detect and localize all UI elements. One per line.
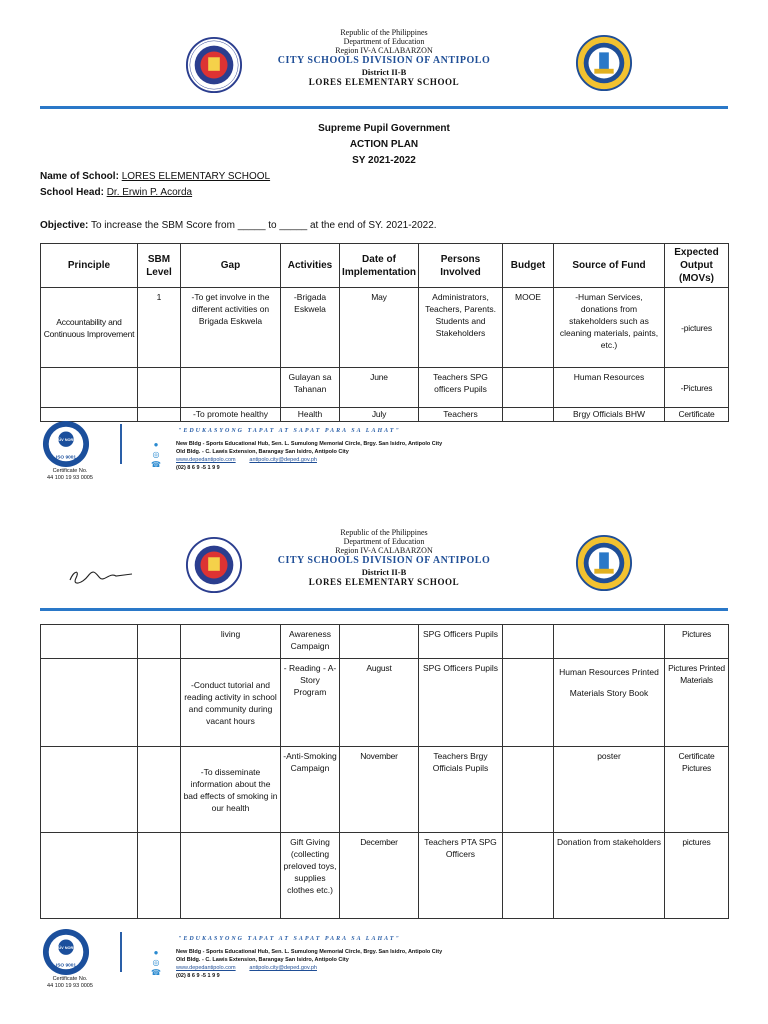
- tuv-label: TÜV NORD: [56, 438, 76, 443]
- cell-sbm-level: [138, 368, 181, 408]
- tuv-certification-logo: [42, 420, 90, 468]
- cell-gap: -To disseminate information about the bad effects of smoking in our health: [181, 747, 281, 833]
- cell-principle: [41, 625, 138, 659]
- header-source-fund: Source of Fund: [554, 244, 665, 288]
- email-link[interactable]: antipolo.city@deped.gov.ph: [249, 965, 317, 971]
- cell-source: -Human Services, donations from stakeholders such as cleaning materials, paints, etc.): [554, 288, 665, 368]
- head-value: Dr. Erwin P. Acorda: [106, 187, 193, 198]
- table-row: [41, 288, 729, 368]
- header-department: Department of Education: [343, 537, 425, 546]
- cell-date: November: [340, 747, 419, 833]
- page-1: [0, 0, 768, 500]
- cell-gap: [181, 833, 281, 919]
- school-value: LORES ELEMENTARY SCHOOL: [121, 171, 271, 182]
- cell-gap: living: [181, 625, 281, 659]
- cell-budget: MOOE: [503, 288, 554, 368]
- cell-source: Human Resources: [554, 368, 665, 408]
- cell-budget: [503, 747, 554, 833]
- footer-icons: [150, 440, 162, 470]
- header-school: LORES ELEMENTARY SCHOOL: [308, 77, 460, 87]
- header-division: CITY SCHOOLS DIVISION OF ANTIPOLO: [277, 555, 491, 566]
- header-expected-output: Expected Output (MOVs): [665, 244, 729, 288]
- cell-activity: Gulayan sa Tahanan: [281, 368, 340, 408]
- cell-principle: [41, 659, 138, 747]
- header-budget: Budget: [503, 244, 554, 288]
- cell-gap: [181, 368, 281, 408]
- footer-address: [176, 440, 442, 472]
- cell-persons: Teachers: [419, 408, 503, 422]
- website-link[interactable]: www.depedantipolo.com: [176, 457, 236, 463]
- cell-persons: SPG Officers Pupils: [419, 659, 503, 747]
- address-new-bldg: New Bldg - Sports Educational Hub, Sen. L. Sumulong Memorial Circle, Brgy. San Isidro, Antipolo City: [176, 949, 443, 955]
- cell-date: December: [340, 833, 419, 919]
- cell-sbm-level: 1: [138, 288, 181, 368]
- head-label: School Head:: [40, 187, 104, 198]
- header-republic: Republic of the Philippines: [340, 28, 428, 37]
- tuv-label: TÜV NORD: [56, 946, 76, 951]
- header-date: Date of Implementation: [340, 244, 419, 288]
- footer-divider: [120, 932, 122, 972]
- cell-gap: -To promote healthy: [181, 408, 281, 422]
- header-principle: Principle: [41, 244, 138, 288]
- cell-budget: [503, 625, 554, 659]
- cell-sbm-level: [138, 747, 181, 833]
- iso-label: ISO 9001: [55, 455, 77, 461]
- cell-source: [554, 625, 665, 659]
- cell-source: poster: [554, 747, 665, 833]
- cell-source: Donation from stakeholders: [554, 833, 665, 919]
- address-old-bldg: Old Bldg. - C. Lawis Extension, Barangay San Isidro, Antipolo City: [176, 449, 349, 455]
- header-persons: Persons Involved: [419, 244, 503, 288]
- cell-output: Certificate: [665, 408, 729, 422]
- cell-date: May: [340, 288, 419, 368]
- header-department: Department of Education: [343, 37, 425, 46]
- cell-sbm-level: [138, 625, 181, 659]
- action-plan-table-page1: [40, 243, 729, 422]
- footer-address: [176, 948, 442, 980]
- doc-title: ACTION PLAN: [349, 139, 419, 150]
- phone-number: (02) 8 6 9 -5 1 9 9: [176, 973, 220, 979]
- cell-budget: [503, 659, 554, 747]
- table-row: [41, 625, 729, 659]
- cell-output: Certificate Pictures: [665, 747, 729, 833]
- certificate-block: [30, 468, 110, 482]
- cell-gap: -To get involve in the different activities on Brigada Eskwela: [181, 288, 281, 368]
- email-link[interactable]: antipolo.city@deped.gov.ph: [249, 457, 317, 463]
- cell-source: Human Resources Printed Materials Story Book: [554, 659, 665, 747]
- header-rule: [40, 608, 728, 611]
- cell-persons: Teachers Brgy Officials Pupils: [419, 747, 503, 833]
- cell-sbm-level: [138, 659, 181, 747]
- cell-activity: -Anti-Smoking Campaign: [281, 747, 340, 833]
- objective-text: To increase the SBM Score from _____ to _____ at the end of SY. 2021-2022.: [90, 220, 437, 231]
- cell-persons: Teachers SPG officers Pupils: [419, 368, 503, 408]
- website-link[interactable]: www.depedantipolo.com: [176, 965, 236, 971]
- motto: "EDUKASYONG TAPAT AT SAPAT PARA SA LAHAT": [178, 428, 401, 434]
- cell-date: July: [340, 408, 419, 422]
- table-row: [41, 747, 729, 833]
- school-label: Name of School:: [40, 171, 119, 182]
- header-activities: Activities: [281, 244, 340, 288]
- header-school: LORES ELEMENTARY SCHOOL: [308, 577, 460, 587]
- cell-persons: Administrators, Teachers, Parents. Students and Stakeholders: [419, 288, 503, 368]
- header-gap: Gap: [181, 244, 281, 288]
- globe-icon: ◎: [152, 450, 160, 459]
- iso-label: ISO 9001: [55, 963, 77, 969]
- location-icon: ●: [153, 440, 159, 449]
- cert-label: Certificate No.: [52, 468, 88, 474]
- cert-number: 44 100 19 93 0005: [47, 983, 93, 989]
- motto: "EDUKASYONG TAPAT AT SAPAT PARA SA LAHAT": [178, 936, 401, 942]
- cell-activity: Gift Giving (collecting preloved toys, supplies clothes etc.): [281, 833, 340, 919]
- header-region: Region IV-A CALABARZON: [335, 46, 433, 55]
- tuv-certification-logo: [42, 928, 90, 976]
- antipolo-seal-logo: [575, 534, 633, 592]
- certificate-block: [30, 976, 110, 990]
- letterhead: [0, 528, 768, 588]
- antipolo-seal-logo: [575, 34, 633, 92]
- letterhead: [0, 28, 768, 88]
- cell-principle: [41, 368, 138, 408]
- cell-output: -pictures: [665, 288, 729, 368]
- header-district: District II-B: [361, 567, 407, 577]
- cell-date: August: [340, 659, 419, 747]
- objective-line: [40, 218, 437, 233]
- cell-sbm-level: [138, 833, 181, 919]
- action-plan-table-page2: [40, 624, 729, 919]
- doc-sy: SY 2021-2022: [352, 155, 416, 166]
- cell-date: June: [340, 368, 419, 408]
- header-sbm-level: SBM Level: [138, 244, 181, 288]
- table-header-row: [41, 244, 729, 288]
- cert-label: Certificate No.: [52, 976, 88, 982]
- phone-icon: ☎: [151, 460, 161, 469]
- footer: [0, 928, 768, 1008]
- cell-budget: [503, 368, 554, 408]
- globe-icon: ◎: [152, 958, 160, 967]
- table-row: [41, 368, 729, 408]
- school-head-line: [40, 185, 192, 200]
- cell-output: -Pictures: [665, 368, 729, 408]
- cell-principle: Accountability and Continuous Improvement: [41, 288, 138, 368]
- cell-gap: -Conduct tutorial and reading activity in school and community during vacant hours: [181, 659, 281, 747]
- cell-persons: Teachers PTA SPG Officers: [419, 833, 503, 919]
- header-republic: Republic of the Philippines: [340, 528, 428, 537]
- cell-activity: Health: [281, 408, 340, 422]
- location-icon: ●: [153, 948, 159, 957]
- cell-budget: [503, 833, 554, 919]
- cell-activity: Awareness Campaign: [281, 625, 340, 659]
- school-name-line: [40, 169, 270, 184]
- phone-number: (02) 8 6 9 -5 1 9 9: [176, 465, 220, 471]
- cell-output: pictures: [665, 833, 729, 919]
- cell-persons: SPG Officers Pupils: [419, 625, 503, 659]
- page-2: [0, 500, 768, 1024]
- cell-activity: -Brigada Eskwela: [281, 288, 340, 368]
- cell-activity: - Reading - A-Story Program: [281, 659, 340, 747]
- objective-label: Objective:: [40, 220, 89, 231]
- header-division: CITY SCHOOLS DIVISION OF ANTIPOLO: [277, 55, 491, 66]
- cert-number: 44 100 19 93 0005: [47, 475, 93, 481]
- address-old-bldg: Old Bldg. - C. Lawis Extension, Barangay San Isidro, Antipolo City: [176, 957, 349, 963]
- footer: [0, 420, 768, 500]
- address-new-bldg: New Bldg - Sports Educational Hub, Sen. L. Sumulong Memorial Circle, Brgy. San Isidro, Antipolo City: [176, 441, 443, 447]
- header-rule: [40, 106, 728, 109]
- cell-principle: [41, 747, 138, 833]
- header-region: Region IV-A CALABARZON: [335, 546, 433, 555]
- cell-source: Brgy Officials BHW: [554, 408, 665, 422]
- cell-date: [340, 625, 419, 659]
- footer-icons: [150, 948, 162, 978]
- doc-org: Supreme Pupil Government: [318, 123, 450, 134]
- header-district: District II-B: [361, 67, 407, 77]
- cell-output: Pictures Printed Materials: [665, 659, 729, 747]
- cell-output: Pictures: [665, 625, 729, 659]
- footer-divider: [120, 424, 122, 464]
- phone-icon: ☎: [151, 968, 161, 977]
- table-row: [41, 659, 729, 747]
- table-row: [41, 833, 729, 919]
- cell-principle: [41, 833, 138, 919]
